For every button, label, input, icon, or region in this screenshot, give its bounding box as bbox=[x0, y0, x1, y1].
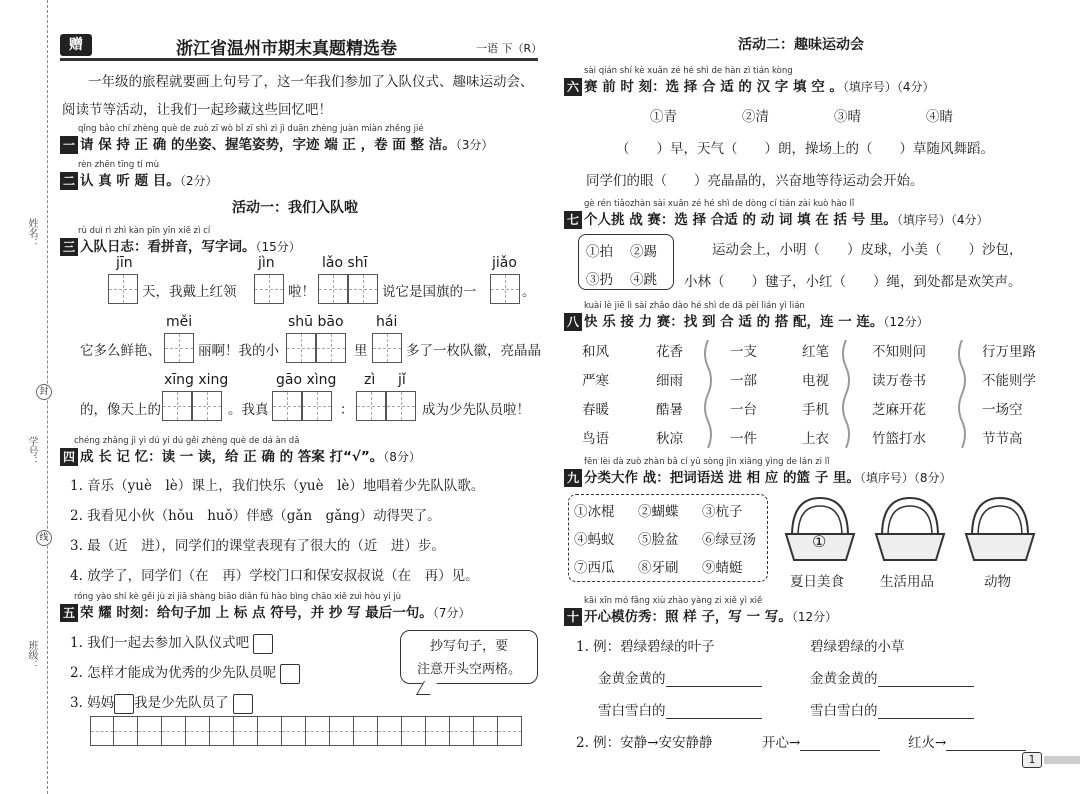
pinyin-line: kuài lè jiē lì sài zhǎo dào hé shì de dā pèi lián yì lián bbox=[584, 301, 805, 311]
match-item[interactable]: 读万卷书 bbox=[872, 373, 926, 389]
grade-label: 一语 下（R） bbox=[476, 42, 543, 55]
sentence-line bbox=[70, 661, 300, 684]
answer-line[interactable] bbox=[878, 686, 974, 687]
pinyin-line: kāi xīn mó fǎng xiù zhào yàng zi xiě yì xiě bbox=[584, 596, 763, 606]
write-cell[interactable] bbox=[356, 391, 386, 421]
category-item[interactable]: ⑨蜻蜓 bbox=[702, 560, 743, 576]
pinyin-line: róng yào shí kè gěi jù zi jiā shàng biāo diǎn fú hào bìng chāo xiě zuì hòu yí jù bbox=[74, 592, 402, 602]
question-text: 荣 耀 时刻：给句子加 上 标 点 符号，并 抄 写 最后一句。 bbox=[80, 605, 433, 621]
match-item[interactable]: 上衣 bbox=[802, 431, 829, 447]
choice-line[interactable]: 3. 最（近 进），同学们的课堂表现有了很大的（近 进）步。 bbox=[70, 538, 445, 554]
prompt-text: 金黄金黄的 bbox=[598, 671, 666, 687]
imitate-line bbox=[762, 731, 880, 751]
vine-divider bbox=[836, 340, 856, 448]
write-cell[interactable] bbox=[302, 391, 332, 421]
match-item[interactable]: 一件 bbox=[730, 431, 757, 447]
match-item[interactable]: 一支 bbox=[730, 344, 757, 360]
fill-line[interactable]: 运动会上，小明（ ）皮球，小美（ ）沙包， bbox=[712, 242, 1023, 258]
writing-cell[interactable] bbox=[474, 716, 498, 746]
match-item[interactable]: 芝麻开花 bbox=[872, 402, 926, 418]
sentence-text: 天，我戴上红领 bbox=[142, 284, 237, 300]
match-item[interactable]: 竹篮打水 bbox=[872, 431, 926, 447]
option: ③晴 bbox=[834, 109, 861, 125]
basket-answer: ① bbox=[812, 532, 827, 551]
match-item[interactable]: 花香 bbox=[656, 344, 683, 360]
example-text: 碧绿碧绿的小草 bbox=[810, 639, 905, 655]
writing-cell[interactable] bbox=[378, 716, 402, 746]
question-text: 分类大作 战：把词语送 进 相 应 的篮 子 里。 bbox=[584, 470, 860, 486]
answer-line[interactable] bbox=[800, 750, 880, 751]
question-1-heading bbox=[60, 133, 493, 154]
points: （填序号）（4分） bbox=[896, 213, 989, 227]
punctuation-box[interactable] bbox=[253, 634, 273, 654]
writing-cell[interactable] bbox=[162, 716, 186, 746]
prompt-text: 雪白雪白的 bbox=[598, 703, 666, 719]
option: ①青 bbox=[650, 109, 677, 125]
writing-cell[interactable] bbox=[258, 716, 282, 746]
points: （7分） bbox=[432, 606, 471, 620]
prompt-text: 雪白雪白的 bbox=[810, 703, 878, 719]
pinyin-word: zì bbox=[364, 372, 376, 388]
writing-cell[interactable] bbox=[210, 716, 234, 746]
pinyin-line: rèn zhēn tīng tí mù bbox=[78, 160, 160, 170]
points: （12分） bbox=[791, 610, 838, 624]
section-number: 六 bbox=[564, 78, 582, 96]
option: ④睛 bbox=[926, 109, 953, 125]
section-number: 三 bbox=[60, 238, 78, 256]
fill-line[interactable]: 同学们的眼（ ）亮晶晶的，兴奋地等待运动会开始。 bbox=[586, 173, 924, 189]
write-cell[interactable] bbox=[254, 274, 284, 304]
option: ②清 bbox=[742, 109, 769, 125]
intro-text: 一年级的旅程就要画上句号了，这一年我们参加了入队仪式、趣味运动会、阅读节等活动，让我们一起珍藏这些回忆吧！ bbox=[62, 74, 534, 118]
match-item[interactable]: 酷暑 bbox=[656, 402, 683, 418]
imitate-line bbox=[598, 667, 762, 687]
pinyin-line: qǐng bǎo chí zhèng què de zuò zī wò bǐ zī shì zì jì duān zhèng juàn miàn zhěng jié bbox=[78, 124, 424, 134]
section-number: 四 bbox=[60, 448, 78, 466]
page-title: 浙江省温州市期末真题精选卷 bbox=[176, 39, 397, 59]
question-text: 快 乐 接 力 赛：找 到 合 适 的 搭 配，连 一 连。 bbox=[584, 314, 884, 330]
question-text: 赛 前 时 刻：选 择 合 适 的 汉 字 填 空 。 bbox=[584, 79, 843, 95]
basket[interactable] bbox=[784, 494, 856, 590]
basket-label: 生活用品 bbox=[880, 574, 934, 590]
match-item[interactable]: 一部 bbox=[730, 373, 757, 389]
category-item[interactable]: ④蚂蚁 bbox=[574, 532, 615, 548]
section-number: 五 bbox=[60, 604, 78, 622]
writing-cell[interactable] bbox=[330, 716, 354, 746]
answer-line[interactable] bbox=[946, 750, 1026, 751]
activity-1-title: 活动一：我们入队啦 bbox=[232, 200, 358, 216]
pinyin-word: jiǎo bbox=[492, 255, 517, 271]
write-cell[interactable] bbox=[372, 333, 402, 363]
pinyin-word: jīn bbox=[116, 255, 133, 271]
pinyin-word: jǐ bbox=[398, 372, 406, 388]
seal-mark: 线 bbox=[36, 530, 52, 546]
write-cell[interactable] bbox=[490, 274, 520, 304]
match-item[interactable]: 不能则学 bbox=[982, 373, 1036, 389]
question-text: 成 长 记 忆：读 一 读，给 正 确 的 答案 打“√”。 bbox=[80, 449, 384, 465]
sentence-text: 多了一枚队徽，亮晶晶 bbox=[406, 343, 541, 359]
match-item[interactable]: 一场空 bbox=[982, 402, 1023, 418]
name-label: 姓名： bbox=[26, 218, 37, 248]
section-number: 七 bbox=[564, 211, 582, 229]
sentence-line bbox=[70, 691, 253, 714]
match-item[interactable]: 电视 bbox=[802, 373, 829, 389]
sentence-text: 说它是国旗的一 bbox=[382, 284, 477, 300]
writing-cell[interactable] bbox=[138, 716, 162, 746]
writing-cell[interactable] bbox=[426, 716, 450, 746]
match-item[interactable]: 细雨 bbox=[656, 373, 683, 389]
question-6-heading bbox=[564, 75, 935, 96]
pinyin-word: měi bbox=[166, 314, 193, 330]
match-item[interactable]: 行万里路 bbox=[982, 344, 1036, 360]
choice-line[interactable]: 4. 放学了，同学们（在 再）学校门口和保安叔叔说（在 再）见。 bbox=[70, 568, 479, 584]
question-text: 开心模仿秀：照 样 子，写 一 写。 bbox=[584, 609, 792, 625]
fill-line[interactable]: 小林（ ）毽子，小红（ ）绳，到处都是欢笑声。 bbox=[684, 274, 1022, 290]
sentence-text: 的，像天上的 bbox=[80, 402, 161, 418]
prompt-text: 开心→ bbox=[762, 735, 801, 751]
question-3-heading bbox=[60, 235, 301, 256]
write-cell[interactable] bbox=[164, 333, 194, 363]
points: （3分） bbox=[455, 138, 494, 152]
section-number: 二 bbox=[60, 172, 78, 190]
sentence-text: 里 bbox=[354, 343, 368, 359]
write-cell[interactable] bbox=[192, 391, 222, 421]
writing-cell[interactable] bbox=[402, 716, 426, 746]
question-text: 认 真 听 题 目。 bbox=[80, 173, 180, 189]
pinyin-line: fēn lèi dà zuò zhàn bǎ cí yǔ sòng jìn xiāng yìng de lán zi lǐ bbox=[584, 457, 830, 467]
copy-writing-grid[interactable] bbox=[90, 716, 522, 746]
question-text: 个人挑 战 赛：选 择 合适 的 动 词 填 在 括 号 里。 bbox=[584, 212, 897, 228]
write-cell[interactable] bbox=[286, 333, 316, 363]
sentence-text: 1. 我们一起去参加入队仪式吧 bbox=[70, 635, 250, 651]
writing-cell[interactable] bbox=[282, 716, 306, 746]
write-cell[interactable] bbox=[386, 391, 416, 421]
vine-divider bbox=[952, 340, 972, 448]
pinyin-word: lǎo shī bbox=[322, 255, 368, 271]
write-cell[interactable] bbox=[108, 274, 138, 304]
writing-cell[interactable] bbox=[114, 716, 138, 746]
write-cell[interactable] bbox=[348, 274, 378, 304]
match-item[interactable]: 不知则问 bbox=[872, 344, 926, 360]
points: （8分） bbox=[383, 450, 421, 464]
punctuation-box[interactable] bbox=[280, 664, 300, 684]
question-9-heading bbox=[564, 466, 952, 487]
fill-line[interactable]: （ ）早，天气（ ）朗，操场上的（ ）草随风舞蹈。 bbox=[616, 141, 994, 157]
vine-divider bbox=[698, 340, 718, 448]
basket-icon bbox=[874, 494, 946, 564]
match-item[interactable]: 和风 bbox=[582, 344, 609, 360]
question-text: 请 保 持 正 确 的坐姿、握笔姿势，字迹 端 正 ，卷 面 整 洁。 bbox=[80, 137, 456, 153]
page-number: 1 bbox=[1022, 752, 1042, 768]
basket-label: 夏日美食 bbox=[790, 574, 844, 590]
choice-line[interactable]: 1. 音乐（yuè lè）课上，我们快乐（yuè lè）地唱着少先队队歌。 bbox=[70, 478, 485, 494]
pinyin-word: gāo xìng bbox=[276, 372, 337, 388]
pinyin-line: rù duì rì zhì kàn pīn yīn xiě zì cí bbox=[78, 226, 211, 236]
basket-icon bbox=[784, 494, 856, 564]
writing-cell[interactable] bbox=[186, 716, 210, 746]
question-7-heading bbox=[564, 208, 989, 229]
right-page bbox=[540, 0, 1080, 794]
example-text: 2. 例：安静→安安静静 bbox=[576, 735, 713, 751]
option: ③扔 bbox=[586, 272, 613, 288]
sentence-line bbox=[70, 631, 273, 654]
sentence-text: ： bbox=[340, 402, 354, 418]
sentence-text: 。 bbox=[522, 284, 536, 300]
category-item[interactable]: ②蝴蝶 bbox=[638, 504, 679, 520]
student-no-label: 学号： bbox=[26, 436, 37, 466]
match-item[interactable]: 节节高 bbox=[982, 431, 1023, 447]
match-item[interactable]: 秋凉 bbox=[656, 431, 683, 447]
writing-cell[interactable] bbox=[234, 716, 258, 746]
activity-2-title: 活动二：趣味运动会 bbox=[738, 37, 864, 53]
category-item[interactable]: ①冰棍 bbox=[574, 504, 615, 520]
question-10-heading bbox=[564, 605, 837, 626]
write-cell[interactable] bbox=[162, 391, 192, 421]
hint-text: 抄写句子，要 bbox=[429, 639, 508, 654]
basket[interactable] bbox=[964, 494, 1036, 590]
choice-line[interactable]: 2. 我看见小伙（hǒu huǒ）伴感（gǎn gǎng）动得哭了。 bbox=[70, 508, 441, 524]
category-item[interactable]: ⑦西瓜 bbox=[574, 560, 615, 576]
category-item[interactable]: ⑤脸盆 bbox=[638, 532, 679, 548]
write-cell[interactable] bbox=[272, 391, 302, 421]
category-item[interactable]: ③杭子 bbox=[702, 504, 743, 520]
points: （2分） bbox=[179, 174, 218, 188]
answer-line[interactable] bbox=[666, 686, 762, 687]
answer-line[interactable] bbox=[878, 718, 974, 719]
binding-strip bbox=[0, 0, 48, 794]
category-item[interactable]: ⑧牙刷 bbox=[638, 560, 679, 576]
imitate-line bbox=[598, 699, 762, 719]
sentence-text: 我是少先队员了 bbox=[134, 695, 229, 711]
sentence-text: 啦！ bbox=[288, 284, 315, 300]
question-2-heading bbox=[60, 169, 217, 190]
writing-cell[interactable] bbox=[90, 716, 114, 746]
write-cell[interactable] bbox=[316, 333, 346, 363]
match-item[interactable]: 红笔 bbox=[802, 344, 829, 360]
writing-cell[interactable] bbox=[306, 716, 330, 746]
write-cell[interactable] bbox=[318, 274, 348, 304]
writing-cell[interactable] bbox=[354, 716, 378, 746]
category-item[interactable]: ⑥绿豆汤 bbox=[702, 532, 756, 548]
pinyin-line: gè rén tiǎozhàn sài xuǎn zé hé shì de dòng cí tián zài kuò hào lǐ bbox=[584, 199, 855, 209]
basket-icon bbox=[964, 494, 1036, 564]
punctuation-box[interactable] bbox=[114, 694, 134, 714]
sentence-text: 它多么鲜艳、 bbox=[80, 343, 161, 359]
page-corner-bar bbox=[1044, 756, 1080, 764]
sentence-text: 3. 妈妈 bbox=[70, 695, 115, 711]
hint-bubble bbox=[400, 630, 538, 684]
example-text: 1. 例：碧绿碧绿的叶子 bbox=[576, 639, 715, 655]
match-item[interactable]: 一台 bbox=[730, 402, 757, 418]
basket-label: 动物 bbox=[984, 574, 1011, 590]
points: （12分） bbox=[883, 315, 929, 329]
option: ②踢 bbox=[630, 244, 657, 260]
sentence-text: 丽啊！我的小 bbox=[198, 343, 279, 359]
pinyin-word: jìn bbox=[258, 255, 275, 271]
seal-mark: 封 bbox=[36, 384, 52, 400]
hint-text: 注意开头空两格。 bbox=[416, 662, 521, 677]
sentence-text: 2. 怎样才能成为优秀的少先队员呢 bbox=[70, 665, 277, 681]
section-number: 八 bbox=[564, 313, 582, 331]
question-5-heading bbox=[60, 601, 470, 622]
prompt-text: 金黄金黄的 bbox=[810, 671, 878, 687]
imitate-line bbox=[908, 731, 1026, 751]
option: ④跳 bbox=[630, 272, 657, 288]
writing-cell[interactable] bbox=[498, 716, 522, 746]
pinyin-word: shū bāo bbox=[288, 314, 344, 330]
sentence-text: 。我真 bbox=[228, 402, 269, 418]
answer-line[interactable] bbox=[666, 718, 762, 719]
question-text: 入队日志：看拼音，写字词。 bbox=[80, 239, 256, 255]
gift-badge: 赠 bbox=[60, 34, 92, 56]
pinyin-line: chéng zhǎng jì yì dú yi dú gěi zhèng què de dá àn dǎ bbox=[74, 436, 300, 446]
sentence-text: 成为少先队员啦！ bbox=[422, 402, 530, 418]
header-rule bbox=[60, 58, 538, 61]
pinyin-line: sài qián shí kè xuǎn zé hé shì de hàn zì tián kòng bbox=[584, 66, 793, 76]
option: ①拍 bbox=[586, 244, 613, 260]
match-item[interactable]: 严寒 bbox=[582, 373, 609, 389]
points: （填序号）（8分） bbox=[859, 471, 952, 485]
pinyin-word: xīng xing bbox=[164, 372, 229, 388]
imitate-line bbox=[810, 667, 974, 687]
question-4-heading bbox=[60, 445, 421, 466]
match-item[interactable]: 手机 bbox=[802, 402, 829, 418]
match-item[interactable]: 春暖 bbox=[582, 402, 609, 418]
imitate-line bbox=[810, 699, 974, 719]
prompt-text: 红火→ bbox=[908, 735, 947, 751]
writing-cell[interactable] bbox=[450, 716, 474, 746]
section-number: 十 bbox=[564, 608, 582, 626]
section-number: 九 bbox=[564, 469, 582, 487]
question-8-heading bbox=[564, 310, 929, 331]
points: （填序号）（4分） bbox=[842, 80, 935, 94]
pinyin-word: hái bbox=[376, 314, 398, 330]
basket[interactable] bbox=[874, 494, 946, 590]
points: （15分） bbox=[255, 240, 301, 254]
section-number: 一 bbox=[60, 136, 78, 154]
punctuation-box[interactable] bbox=[233, 694, 253, 714]
match-item[interactable]: 鸟语 bbox=[582, 431, 609, 447]
class-label: 班级： bbox=[26, 640, 37, 670]
